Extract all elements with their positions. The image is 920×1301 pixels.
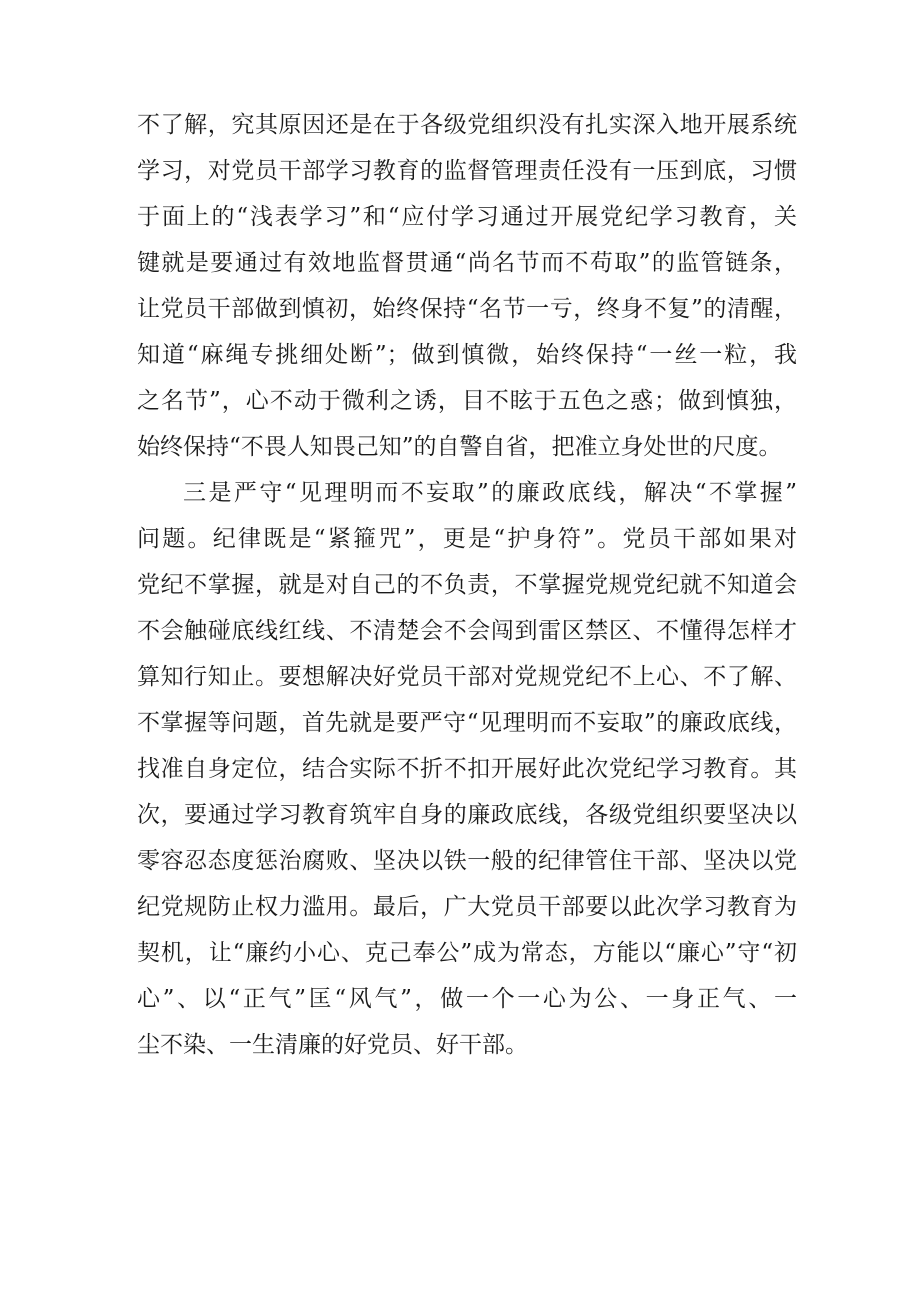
body-text [137,102,797,1068]
text-line: 契机，让“廉约小心、克己奉公”成为常态，方能以“廉心”守“初 [137,940,797,966]
text-line: 于面上的“浅表学习”和“应付学习通过开展党纪学习教育，关 [137,204,797,230]
text-line: 纪党规防止权力滥用。最后，广大党员干部要以此次学习教育为 [137,894,797,920]
text-line: 不会触碰底线红线、不清楚会不会闯到雷区禁区、不懂得怎样才 [137,618,797,644]
text-line: 尘不染、一生清廉的好党员、好干部。 [137,1032,528,1058]
text-line: 始终保持“不畏人知畏己知”的自警自省，把准立身处世的尺度。 [137,434,782,460]
text-line: 键就是要通过有效地监督贯通“尚名节而不苟取”的监管链条， [137,250,797,276]
text-line: 之名节”，心不动于微利之诱，目不眩于五色之惑；做到慎独， [137,388,797,414]
text-line: 心”、以“正气”匡“风气”，做一个一心为公、一身正气、一 [137,986,797,1012]
text-line: 不了解，究其原因还是在于各级党组织没有扎实深入地开展系统 [137,112,797,138]
text-line: 次，要通过学习教育筑牢自身的廉政底线，各级党组织要坚决以 [137,802,797,828]
text-line: 零容忍态度惩治腐败、坚决以铁一般的纪律管住干部、坚决以党 [137,848,797,874]
text-line: 不掌握等问题，首先就是要严守“见理明而不妄取”的廉政底线， [137,710,797,736]
text-line: 让党员干部做到慎初，始终保持“名节一亏，终身不复”的清醒， [137,296,797,322]
text-line: 问题。纪律既是“紧箍咒”，更是“护身符”。党员干部如果对 [137,526,797,552]
paragraph-first-line: 三是严守“见理明而不妄取”的廉政底线，解决“不掌握” [183,480,797,506]
text-line: 学习，对党员干部学习教育的监督管理责任没有一压到底，习惯 [137,158,797,184]
text-line: 党纪不掌握，就是对自己的不负责，不掌握党规党纪就不知道会 [137,572,797,598]
text-line: 知道“麻绳专挑细处断”；做到慎微，始终保持“一丝一粒，我 [137,342,797,368]
text-line: 找准自身定位，结合实际不折不扣开展好此次党纪学习教育。其 [137,756,797,782]
text-line: 算知行知止。要想解决好党员干部对党规党纪不上心、不了解、 [137,664,797,690]
